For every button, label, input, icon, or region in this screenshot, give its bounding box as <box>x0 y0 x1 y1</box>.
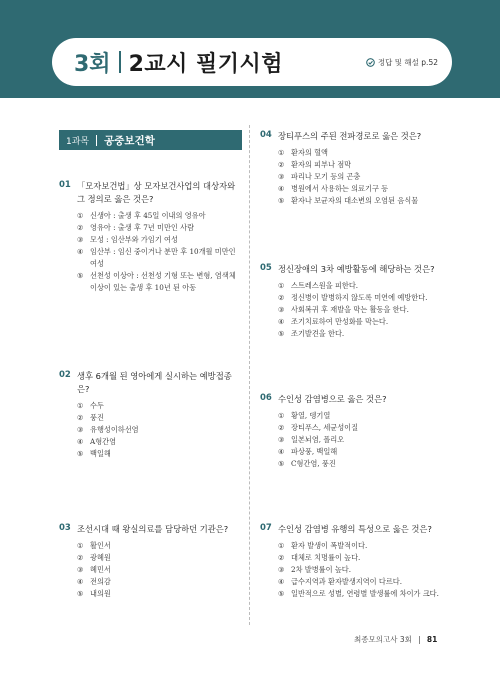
option-text: 일본뇌염, 폴리오 <box>291 435 345 444</box>
answer-key-icon <box>366 58 375 67</box>
option-marker: ⑤ <box>278 329 285 338</box>
question-03 <box>59 523 241 600</box>
section-name: 공중보건학 <box>104 134 155 147</box>
option-text: 파상풍, 백일해 <box>291 447 338 456</box>
option-1[interactable] <box>77 210 241 222</box>
option-4[interactable] <box>77 246 241 270</box>
option-1[interactable] <box>278 147 445 159</box>
option-5[interactable] <box>77 270 241 294</box>
section-number: 1과목 <box>66 136 90 147</box>
option-marker: ④ <box>77 247 84 256</box>
option-2[interactable] <box>278 292 445 304</box>
option-marker: ③ <box>77 565 84 574</box>
option-marker: ① <box>77 541 84 550</box>
title-pill <box>52 38 452 86</box>
footer-label: 최종모의고사 3회 <box>354 635 412 644</box>
section-divider <box>96 135 97 146</box>
option-2[interactable] <box>77 222 241 234</box>
option-marker: ① <box>77 401 84 410</box>
option-2[interactable] <box>278 159 445 171</box>
option-marker: ④ <box>77 437 84 446</box>
option-text: 내의원 <box>90 589 111 598</box>
option-4[interactable] <box>278 576 450 588</box>
option-2[interactable] <box>77 412 241 424</box>
question-text: 「모자보건법」상 모자보건사업의 대상자와 그 정의로 옳은 것은? <box>77 181 236 204</box>
option-1[interactable] <box>278 540 450 552</box>
question-text: 생후 6개월 된 영아에게 실시하는 예방접종은? <box>77 371 232 394</box>
option-marker: ② <box>77 413 84 422</box>
option-marker: ② <box>278 423 285 432</box>
option-text: 신생아 : 출생 후 45일 이내의 영유아 <box>90 211 206 220</box>
option-text: 병원에서 사용하는 의료기구 등 <box>291 184 389 193</box>
option-marker: ③ <box>77 425 84 434</box>
option-text: 풍진 <box>90 413 104 422</box>
option-marker: ③ <box>278 565 285 574</box>
option-text: 전의감 <box>90 577 111 586</box>
option-text: 선천성 이상아 : 선천성 기형 또는 변형, 염색체 이상이 있는 출생 후 10년 된 아동 <box>90 271 236 292</box>
page-number: 81 <box>426 635 438 644</box>
option-marker: ① <box>278 411 285 420</box>
option-5[interactable] <box>278 195 445 207</box>
option-marker: ② <box>77 553 84 562</box>
footer-divider <box>419 636 420 644</box>
question-02 <box>59 370 241 460</box>
option-marker: ⑤ <box>278 196 285 205</box>
option-3[interactable] <box>77 424 241 436</box>
option-marker: ④ <box>278 577 285 586</box>
option-marker: ④ <box>278 447 285 456</box>
option-marker: ④ <box>278 184 285 193</box>
option-1[interactable] <box>278 410 445 422</box>
option-text: 활인서 <box>90 541 111 550</box>
option-2[interactable] <box>278 552 450 564</box>
option-marker: ② <box>278 553 285 562</box>
title-divider <box>119 51 121 73</box>
option-text: A형간염 <box>90 437 117 446</box>
question-05 <box>260 263 445 340</box>
option-text: 영유아 : 출생 후 7년 미만인 사람 <box>90 223 195 232</box>
option-text: 백일해 <box>90 449 111 458</box>
option-text: 일반적으로 성별, 연령별 발생률에 차이가 크다. <box>291 589 439 598</box>
question-number: 03 <box>59 523 71 533</box>
option-4[interactable] <box>77 436 241 448</box>
option-text: 조기치료하여 만성화를 막는다. <box>291 317 389 326</box>
question-01 <box>59 180 241 294</box>
option-text: 파리나 모기 등의 곤충 <box>291 172 361 181</box>
question-text: 수인성 감염병으로 옳은 것은? <box>278 394 387 404</box>
option-marker: ④ <box>278 317 285 326</box>
question-text: 수인성 감염병 유행의 특성으로 옳은 것은? <box>278 524 432 534</box>
column-divider <box>249 125 250 625</box>
question-number: 02 <box>59 370 71 380</box>
question-06 <box>260 393 445 470</box>
option-4[interactable] <box>278 316 445 328</box>
section-header <box>59 130 242 150</box>
question-text: 장티푸스의 주된 전파경로로 옳은 것은? <box>278 131 422 141</box>
option-3[interactable] <box>278 304 445 316</box>
option-5[interactable] <box>77 588 241 600</box>
question-07 <box>260 523 450 600</box>
option-text: 유행성이하선염 <box>90 425 139 434</box>
option-marker: ⑤ <box>77 449 84 458</box>
option-text: C형간염, 풍진 <box>291 459 336 468</box>
option-marker: ① <box>278 148 285 157</box>
option-text: 사회복귀 후 재발을 막는 활동을 한다. <box>291 305 409 314</box>
option-4[interactable] <box>278 446 445 458</box>
option-text: 환자 발생이 폭발적이다. <box>291 541 368 550</box>
option-text: 황열, 뎅기열 <box>291 411 331 420</box>
option-text: 혜민서 <box>90 565 111 574</box>
question-number: 04 <box>260 130 272 140</box>
option-marker: ③ <box>278 305 285 314</box>
answer-reference-text: 정답 및 해설 p.52 <box>377 57 438 67</box>
option-text: 환자의 혈액 <box>291 148 329 157</box>
option-marker: ② <box>77 223 84 232</box>
option-text: 수두 <box>90 401 104 410</box>
answer-reference <box>366 57 438 68</box>
page-title: 2교시 필기시험 <box>128 51 284 77</box>
option-1[interactable] <box>77 540 241 552</box>
option-text: 광혜원 <box>90 553 111 562</box>
option-text: 환자의 피부나 점막 <box>291 160 352 169</box>
page-footer <box>354 634 437 645</box>
option-marker: ① <box>77 211 84 220</box>
option-1[interactable] <box>278 280 445 292</box>
session-label: 3회 <box>74 51 111 77</box>
option-text: 2차 발병률이 높다. <box>291 565 352 574</box>
option-5[interactable] <box>77 448 241 460</box>
option-3[interactable] <box>77 234 241 246</box>
option-text: 장티푸스, 세균성이질 <box>291 423 359 432</box>
question-04 <box>260 130 445 207</box>
option-3[interactable] <box>278 171 445 183</box>
option-4[interactable] <box>278 183 445 195</box>
option-3[interactable] <box>278 434 445 446</box>
option-4[interactable] <box>77 576 241 588</box>
question-number: 07 <box>260 523 272 533</box>
option-marker: ③ <box>77 235 84 244</box>
option-text: 대체로 치명률이 높다. <box>291 553 361 562</box>
option-marker: ④ <box>77 577 84 586</box>
option-5[interactable] <box>278 588 450 600</box>
option-3[interactable] <box>278 564 450 576</box>
question-text: 조선시대 때 왕실의료를 담당하던 기관은? <box>77 524 229 534</box>
question-number: 06 <box>260 393 272 403</box>
option-text: 임산부 : 임신 중이거나 분만 후 10개월 미만인 여성 <box>90 247 236 268</box>
option-text: 모성 : 임산부와 가임기 여성 <box>90 235 178 244</box>
option-marker: ② <box>278 160 285 169</box>
option-marker: ⑤ <box>278 459 285 468</box>
option-text: 스트레스원을 피한다. <box>291 281 359 290</box>
option-text: 정신병이 발병하지 않도록 미연에 예방한다. <box>291 293 428 302</box>
option-2[interactable] <box>278 422 445 434</box>
option-marker: ⑤ <box>278 589 285 598</box>
option-text: 조기발견을 한다. <box>291 329 345 338</box>
option-marker: ① <box>278 541 285 550</box>
question-number: 05 <box>260 263 272 273</box>
option-3[interactable] <box>77 564 241 576</box>
option-text: 환자나 보균자의 대소변의 오염된 음식물 <box>291 196 419 205</box>
option-marker: ⑤ <box>77 589 84 598</box>
option-marker: ② <box>278 293 285 302</box>
question-number: 01 <box>59 180 71 190</box>
option-text: 급수지역과 환자발생지역이 다르다. <box>291 577 403 586</box>
option-1[interactable] <box>77 400 241 412</box>
option-marker: ③ <box>278 435 285 444</box>
question-text: 정신장애의 3차 예방활동에 해당하는 것은? <box>278 264 435 274</box>
option-marker: ⑤ <box>77 271 84 280</box>
option-5[interactable] <box>278 328 445 340</box>
option-marker: ③ <box>278 172 285 181</box>
option-2[interactable] <box>77 552 241 564</box>
option-marker: ① <box>278 281 285 290</box>
option-5[interactable] <box>278 458 445 470</box>
